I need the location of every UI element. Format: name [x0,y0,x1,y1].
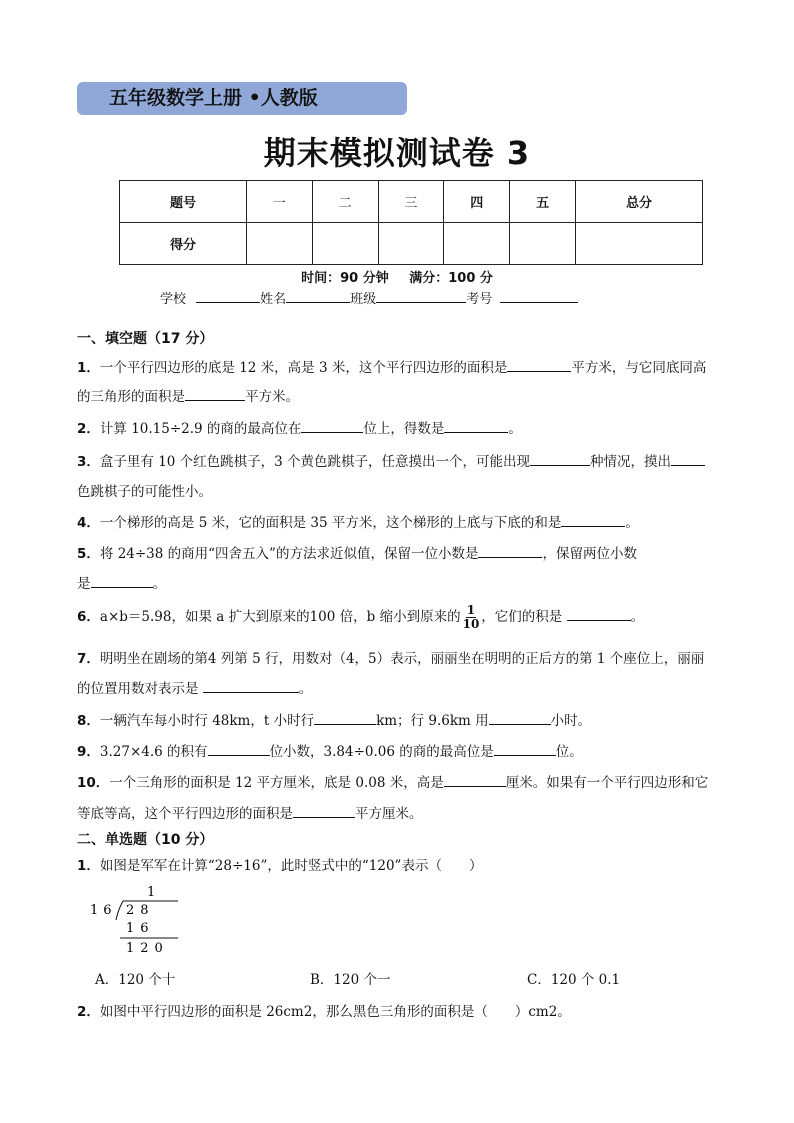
name-field[interactable] [286,289,350,303]
score-table-score-row [120,223,703,265]
question-text: 。 [630,609,645,625]
score-cell: 二 [312,181,378,223]
answer-blank[interactable] [567,607,631,621]
grade-banner: 五年级数学上册 •人教版 [77,82,407,115]
score-input-cell[interactable] [312,223,378,265]
question-number: 2． [77,1004,100,1020]
option-c[interactable]: C．120 个 0.1 [527,972,621,988]
question-text: 。 [625,515,639,531]
question-5 [77,542,747,562]
score-cell: 四 [444,181,510,223]
answer-blank[interactable] [671,452,705,466]
choice-question-2 [77,1000,747,1020]
fraction-numerator: 1 [466,603,476,617]
score-input-cell[interactable] [576,223,703,265]
question-text: km；行 9.6km 用 [376,713,489,729]
question-2 [77,417,747,437]
question-5-cont [77,572,747,592]
question-number: 8． [77,713,100,729]
question-text: ，保留两位小数 [542,546,637,562]
school-label: 学校 [160,292,187,307]
question-text: 平方米。 [245,389,299,405]
school-field[interactable] [196,289,260,303]
question-text: 位小数，3.84÷0.06 的商的最高位是 [269,744,494,760]
question-text: 明明坐在剧场的第4 列第 5 行，用数对（4，5）表示，丽丽坐在明明的正后方的第 1 个座位上，丽丽 [99,651,705,667]
option-b[interactable]: B．120 个一 [310,972,391,988]
division-product: 16 [126,921,155,936]
question-text: 平方米，与它同底同高 [571,360,707,376]
question-number: 5． [77,546,100,562]
score-input-cell[interactable] [444,223,510,265]
question-text: 计算 10.15÷2.9 的商的最高位在 [99,421,302,437]
answer-blank[interactable] [185,387,245,401]
choice-question-1 [77,854,747,874]
exam-full-score: 满分：100 分 [409,271,493,286]
division-remainder: 120 [126,941,169,956]
question-text: 一辆汽车每小时行 48km，t 小时行 [99,713,315,729]
score-table [119,180,703,265]
fraction-one-tenth [463,604,480,631]
question-3-cont [77,480,747,500]
answer-blank[interactable] [494,742,556,756]
long-division-figure [90,884,190,956]
exam-time: 时间：90 分钟 [301,271,389,286]
question-text: 盒子里有 10 个红色跳棋子，3 个黄色跳棋子，任意摸出一个，可能出现 [99,454,531,470]
question-text: 如图是军军在计算“28÷16”，此时竖式中的“120”表示（ ） [99,858,483,874]
question-number: 7． [77,651,100,667]
question-text: 。 [152,576,166,592]
question-text: 小时。 [550,713,592,729]
question-text: 如图中平行四边形的面积是 26cm2，那么黑色三角形的面积是（ ）cm2。 [99,1004,571,1020]
class-field[interactable] [376,289,466,303]
number-label: 考号 [466,292,493,307]
question-text: 种情况，摸出 [590,454,672,470]
section-choice-title: 二、单选题（10 分） [77,832,214,848]
question-7-cont [77,677,747,697]
exam-time-line [0,267,794,286]
question-text: 。 [298,681,313,697]
answer-blank[interactable] [293,804,355,818]
question-text: 一个梯形的高是 5 米，它的面积是 35 平方米，这个梯形的上底与下底的和是 [99,515,562,531]
question-number: 1． [77,858,100,874]
question-1-cont [77,385,747,405]
division-divisor: 16 [90,903,117,918]
question-number: 3． [77,454,100,470]
question-7 [77,647,747,667]
question-text: 的三角形的面积是 [77,389,185,405]
question-1 [77,356,747,376]
question-4 [77,511,747,531]
score-cell: 得分 [120,223,247,265]
answer-blank[interactable] [561,513,625,527]
score-input-cell[interactable] [510,223,576,265]
question-text: 3.27×4.6 的积有 [99,744,208,760]
answer-blank[interactable] [478,544,542,558]
question-number: 10． [77,775,110,791]
option-a[interactable]: A．120 个十 [95,972,176,988]
student-info-line [160,288,578,307]
question-text: 一个平行四边形的底是 12 米，高是 3 米，这个平行四边形的面积是 [99,360,508,376]
question-6 [77,604,747,631]
question-text: 色跳棋子的可能性小。 [77,484,212,500]
question-text: 是 [77,576,91,592]
question-text: 等底等高，这个平行四边形的面积是 [77,806,293,822]
answer-blank[interactable] [91,574,153,588]
question-text: a×b＝5.98，如果 a 扩大到原来的100 倍，b 缩小到原来的 [99,609,461,625]
class-label: 班级 [350,292,377,307]
question-text: 一个三角形的面积是 12 平方厘米，底是 0.08 米，高是 [109,775,444,791]
question-8 [77,709,747,729]
question-number: 2． [77,421,100,437]
score-cell: 五 [510,181,576,223]
question-text: 的位置用数对表示是 [77,681,199,697]
answer-blank[interactable] [507,358,571,372]
question-text: 。 [508,421,522,437]
division-quotient: 1 [147,885,156,900]
question-9 [77,740,747,760]
question-10 [77,771,747,791]
answer-blank[interactable] [444,419,508,433]
division-dividend: 28 [126,903,155,918]
question-3 [77,450,747,470]
score-table-header-row [120,181,703,223]
answer-blank[interactable] [489,711,551,725]
answer-blank[interactable] [301,419,363,433]
score-cell: 总分 [576,181,703,223]
question-text: 将 24÷38 的商用“四舍五入”的方法求近似值，保留一位小数是 [99,546,479,562]
question-number: 4． [77,515,100,531]
answer-blank[interactable] [530,452,590,466]
question-number: 6． [77,609,100,625]
question-number: 1． [77,360,100,376]
answer-blank[interactable] [444,773,506,787]
answer-blank[interactable] [203,679,299,693]
question-text: 厘米。如果有一个平行四边形和它 [505,775,709,791]
score-cell: 题号 [120,181,247,223]
section-fill-title: 一、填空题（17 分） [77,331,214,347]
question-text: ，它们的积是 [481,609,563,625]
name-label: 姓名 [260,292,287,307]
number-field[interactable] [500,289,578,303]
answer-blank[interactable] [314,711,376,725]
question-number: 9． [77,744,100,760]
exam-title: 期末模拟测试卷 3 [263,134,531,172]
score-cell: 一 [246,181,312,223]
question-10-cont [77,802,747,822]
score-cell: 三 [378,181,444,223]
answer-blank[interactable] [208,742,270,756]
score-input-cell[interactable] [378,223,444,265]
question-text: 位上，得数是 [363,421,445,437]
question-text: 平方厘米。 [355,806,423,822]
score-input-cell[interactable] [246,223,312,265]
question-text: 位。 [555,744,583,760]
fraction-denominator: 10 [462,617,480,631]
